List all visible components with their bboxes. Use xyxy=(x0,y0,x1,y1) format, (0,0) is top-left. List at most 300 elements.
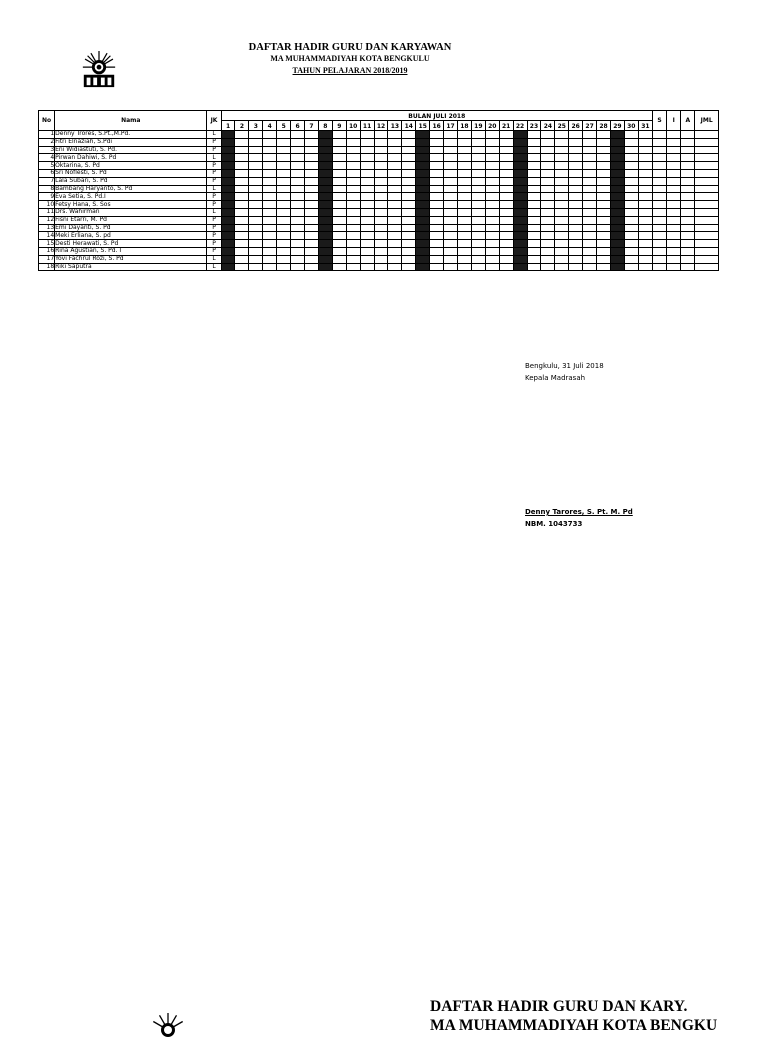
day-cell xyxy=(444,162,458,170)
day-cell xyxy=(346,185,360,193)
day-cell xyxy=(346,193,360,201)
day-cell xyxy=(444,193,458,201)
absent-cell xyxy=(681,185,695,193)
day-cell xyxy=(527,201,541,209)
day-cell xyxy=(263,201,277,209)
day-cell xyxy=(555,263,569,271)
day-cell-shaded xyxy=(221,169,235,177)
day-cell xyxy=(597,169,611,177)
day-cell xyxy=(444,224,458,232)
day-cell xyxy=(305,131,319,139)
day-cell xyxy=(430,240,444,248)
day-cell-shaded xyxy=(416,185,430,193)
day-cell xyxy=(360,138,374,146)
day-cell-shaded xyxy=(318,232,332,240)
table-row xyxy=(39,193,719,201)
day-cell xyxy=(235,193,249,201)
sick-cell xyxy=(653,146,667,154)
day-cell xyxy=(569,247,583,255)
day-cell xyxy=(263,216,277,224)
day-cell xyxy=(235,169,249,177)
day-cell xyxy=(277,154,291,162)
day-cell-shaded xyxy=(318,185,332,193)
row-gender: L xyxy=(207,154,221,162)
day-header-cell: 20 xyxy=(485,121,499,131)
day-cell xyxy=(541,201,555,209)
row-number: 10 xyxy=(39,201,55,209)
day-header-cell: 22 xyxy=(513,121,527,131)
day-cell xyxy=(430,216,444,224)
row-gender: P xyxy=(207,169,221,177)
header-s: S xyxy=(653,111,667,131)
day-cell xyxy=(305,247,319,255)
day-cell xyxy=(346,255,360,263)
day-cell xyxy=(430,185,444,193)
day-cell-shaded xyxy=(513,224,527,232)
day-cell xyxy=(569,154,583,162)
header-jml: JML xyxy=(695,111,719,131)
day-cell xyxy=(471,255,485,263)
day-cell-shaded xyxy=(318,131,332,139)
day-cell xyxy=(527,131,541,139)
day-cell xyxy=(291,146,305,154)
day-cell xyxy=(249,247,263,255)
row-number: 9 xyxy=(39,193,55,201)
day-cell xyxy=(249,146,263,154)
day-header-cell: 10 xyxy=(346,121,360,131)
day-cell-shaded xyxy=(318,146,332,154)
day-cell xyxy=(305,224,319,232)
attendance-table xyxy=(38,110,719,271)
day-cell xyxy=(346,138,360,146)
day-cell xyxy=(444,146,458,154)
row-gender: P xyxy=(207,177,221,185)
day-cell xyxy=(305,185,319,193)
total-cell xyxy=(695,201,719,209)
day-cell xyxy=(374,162,388,170)
row-name: Pirwan Dahiwi, S. Pd xyxy=(55,154,207,162)
day-cell xyxy=(457,146,471,154)
day-cell xyxy=(527,169,541,177)
day-cell xyxy=(583,247,597,255)
row-gender: P xyxy=(207,240,221,248)
day-cell xyxy=(235,216,249,224)
day-cell-shaded xyxy=(318,224,332,232)
day-cell-shaded xyxy=(221,255,235,263)
absent-cell xyxy=(681,216,695,224)
row-name: Eni Widiastuti, S. Pd. xyxy=(55,146,207,154)
day-cell xyxy=(374,185,388,193)
day-cell xyxy=(291,263,305,271)
day-cell xyxy=(457,240,471,248)
day-cell xyxy=(527,240,541,248)
day-cell xyxy=(360,177,374,185)
day-cell xyxy=(291,169,305,177)
day-cell-shaded xyxy=(513,185,527,193)
day-cell xyxy=(430,193,444,201)
day-cell xyxy=(541,263,555,271)
day-cell xyxy=(402,138,416,146)
row-name: Sri Noflesti, S. Pd xyxy=(55,169,207,177)
day-cell xyxy=(638,255,652,263)
day-cell xyxy=(360,169,374,177)
day-cell xyxy=(291,216,305,224)
day-cell xyxy=(457,201,471,209)
row-number: 2 xyxy=(39,138,55,146)
day-cell xyxy=(346,240,360,248)
day-cell xyxy=(263,146,277,154)
permit-cell xyxy=(667,255,681,263)
day-cell xyxy=(374,169,388,177)
day-cell xyxy=(499,201,513,209)
day-cell xyxy=(597,247,611,255)
day-cell xyxy=(388,240,402,248)
day-header-cell: 26 xyxy=(569,121,583,131)
day-cell xyxy=(569,224,583,232)
day-cell xyxy=(249,162,263,170)
day-cell xyxy=(235,185,249,193)
day-cell xyxy=(305,255,319,263)
day-cell-shaded xyxy=(318,177,332,185)
day-cell xyxy=(263,224,277,232)
day-header-cell: 15 xyxy=(416,121,430,131)
day-cell xyxy=(569,232,583,240)
day-cell xyxy=(597,263,611,271)
day-cell xyxy=(583,169,597,177)
day-cell xyxy=(597,146,611,154)
day-cell-shaded xyxy=(318,154,332,162)
day-cell xyxy=(277,201,291,209)
day-cell xyxy=(291,162,305,170)
table-row xyxy=(39,146,719,154)
day-cell xyxy=(402,255,416,263)
day-cell-shaded xyxy=(318,216,332,224)
day-cell xyxy=(444,247,458,255)
day-cell xyxy=(360,224,374,232)
sick-cell xyxy=(653,224,667,232)
day-cell xyxy=(360,255,374,263)
day-cell xyxy=(444,208,458,216)
sick-cell xyxy=(653,240,667,248)
row-name: Fitri Elnaziah, S.Pdi xyxy=(55,138,207,146)
day-cell xyxy=(485,162,499,170)
sick-cell xyxy=(653,162,667,170)
day-cell xyxy=(305,138,319,146)
absent-cell xyxy=(681,201,695,209)
day-cell xyxy=(235,208,249,216)
day-cell xyxy=(402,169,416,177)
day-cell xyxy=(624,240,638,248)
day-cell xyxy=(485,154,499,162)
day-header-cell: 17 xyxy=(444,121,458,131)
day-cell xyxy=(624,247,638,255)
day-cell xyxy=(305,263,319,271)
total-cell xyxy=(695,154,719,162)
row-number: 15 xyxy=(39,240,55,248)
row-name: Fetsy Hana, S. Sos xyxy=(55,201,207,209)
table-row xyxy=(39,169,719,177)
day-cell-shaded xyxy=(513,208,527,216)
day-cell xyxy=(485,185,499,193)
row-number: 12 xyxy=(39,216,55,224)
day-cell xyxy=(624,232,638,240)
row-gender: P xyxy=(207,232,221,240)
day-cell xyxy=(263,177,277,185)
day-cell xyxy=(624,201,638,209)
day-cell-shaded xyxy=(416,146,430,154)
day-cell xyxy=(249,138,263,146)
day-cell xyxy=(471,131,485,139)
academic-year: TAHUN PELAJARAN 2018/2019 xyxy=(292,66,408,75)
permit-cell xyxy=(667,263,681,271)
day-cell-shaded xyxy=(416,177,430,185)
day-cell xyxy=(360,131,374,139)
day-cell xyxy=(374,255,388,263)
day-cell-shaded xyxy=(610,177,624,185)
signature-position: Kepala Madrasah xyxy=(525,374,586,382)
day-cell xyxy=(638,131,652,139)
sick-cell xyxy=(653,232,667,240)
day-cell xyxy=(346,146,360,154)
day-cell xyxy=(360,162,374,170)
day-cell-shaded xyxy=(513,169,527,177)
day-cell xyxy=(499,146,513,154)
day-cell xyxy=(360,247,374,255)
day-cell xyxy=(388,208,402,216)
day-cell xyxy=(555,154,569,162)
day-cell xyxy=(541,247,555,255)
day-cell xyxy=(430,131,444,139)
day-cell-shaded xyxy=(610,185,624,193)
day-header-cell: 30 xyxy=(624,121,638,131)
day-cell xyxy=(402,216,416,224)
day-cell xyxy=(249,216,263,224)
day-cell xyxy=(471,193,485,201)
day-cell xyxy=(638,138,652,146)
sick-cell xyxy=(653,247,667,255)
day-cell xyxy=(541,255,555,263)
day-cell xyxy=(402,162,416,170)
day-cell xyxy=(457,154,471,162)
day-cell-shaded xyxy=(221,201,235,209)
day-cell xyxy=(235,263,249,271)
day-cell-shaded xyxy=(513,240,527,248)
day-cell xyxy=(569,177,583,185)
day-cell xyxy=(583,162,597,170)
table-row xyxy=(39,232,719,240)
day-cell xyxy=(638,240,652,248)
day-cell xyxy=(471,169,485,177)
day-cell xyxy=(471,208,485,216)
day-cell xyxy=(638,193,652,201)
day-cell xyxy=(527,232,541,240)
day-cell xyxy=(249,232,263,240)
day-cell xyxy=(457,131,471,139)
day-cell xyxy=(569,240,583,248)
day-cell xyxy=(291,154,305,162)
day-cell xyxy=(638,177,652,185)
day-cell xyxy=(305,177,319,185)
day-cell xyxy=(360,208,374,216)
day-cell-shaded xyxy=(610,154,624,162)
day-cell-shaded xyxy=(513,138,527,146)
day-cell-shaded xyxy=(513,201,527,209)
day-cell xyxy=(332,240,346,248)
day-cell xyxy=(597,224,611,232)
permit-cell xyxy=(667,224,681,232)
day-cell-shaded xyxy=(610,146,624,154)
permit-cell xyxy=(667,240,681,248)
day-cell xyxy=(346,224,360,232)
day-cell xyxy=(291,247,305,255)
day-cell xyxy=(360,201,374,209)
day-cell xyxy=(332,224,346,232)
day-cell xyxy=(235,162,249,170)
day-cell-shaded xyxy=(416,240,430,248)
day-cell xyxy=(485,232,499,240)
day-cell xyxy=(402,240,416,248)
day-cell xyxy=(541,224,555,232)
row-number: 3 xyxy=(39,146,55,154)
total-cell xyxy=(695,169,719,177)
day-cell-shaded xyxy=(318,255,332,263)
day-cell xyxy=(583,240,597,248)
day-cell xyxy=(624,131,638,139)
day-cell-shaded xyxy=(610,138,624,146)
row-name: Oktarina, S. Pd xyxy=(55,162,207,170)
day-cell xyxy=(263,247,277,255)
row-name: Denny Trores, S.Pt.,M.Pd. xyxy=(55,131,207,139)
next-page-title: DAFTAR HADIR GURU DAN KARY. xyxy=(430,998,688,1015)
day-cell xyxy=(583,177,597,185)
day-cell xyxy=(332,154,346,162)
day-cell xyxy=(638,154,652,162)
permit-cell xyxy=(667,177,681,185)
table-row xyxy=(39,263,719,271)
day-cell xyxy=(527,193,541,201)
day-cell xyxy=(430,232,444,240)
table-row xyxy=(39,247,719,255)
day-cell xyxy=(235,201,249,209)
table-row xyxy=(39,201,719,209)
day-cell xyxy=(263,169,277,177)
day-cell xyxy=(541,177,555,185)
day-cell xyxy=(305,216,319,224)
day-cell xyxy=(374,201,388,209)
sick-cell xyxy=(653,138,667,146)
day-cell xyxy=(527,146,541,154)
day-cell xyxy=(569,169,583,177)
day-cell xyxy=(485,193,499,201)
day-cell xyxy=(346,232,360,240)
day-cell xyxy=(360,154,374,162)
day-cell xyxy=(541,154,555,162)
day-cell xyxy=(332,216,346,224)
day-cell xyxy=(638,201,652,209)
day-cell xyxy=(402,208,416,216)
day-cell xyxy=(263,131,277,139)
day-cell xyxy=(583,193,597,201)
day-cell xyxy=(263,185,277,193)
day-header-cell: 31 xyxy=(638,121,652,131)
day-cell xyxy=(430,146,444,154)
day-cell xyxy=(291,185,305,193)
day-cell xyxy=(485,177,499,185)
day-cell xyxy=(457,255,471,263)
day-cell xyxy=(374,263,388,271)
day-cell xyxy=(332,247,346,255)
day-header-cell: 11 xyxy=(360,121,374,131)
day-cell xyxy=(235,240,249,248)
day-cell-shaded xyxy=(416,232,430,240)
day-cell xyxy=(291,201,305,209)
day-cell xyxy=(597,208,611,216)
day-cell xyxy=(360,232,374,240)
absent-cell xyxy=(681,224,695,232)
total-cell xyxy=(695,247,719,255)
day-cell xyxy=(597,162,611,170)
signature-nbm: NBM. 1043733 xyxy=(525,520,583,528)
day-cell xyxy=(374,240,388,248)
day-cell xyxy=(555,146,569,154)
day-cell xyxy=(444,169,458,177)
day-cell xyxy=(624,138,638,146)
day-cell-shaded xyxy=(416,201,430,209)
day-cell xyxy=(583,255,597,263)
row-gender: P xyxy=(207,193,221,201)
day-cell xyxy=(346,263,360,271)
day-cell xyxy=(263,154,277,162)
day-cell xyxy=(430,247,444,255)
day-cell xyxy=(291,255,305,263)
total-cell xyxy=(695,193,719,201)
day-cell xyxy=(402,146,416,154)
sick-cell xyxy=(653,131,667,139)
sick-cell xyxy=(653,193,667,201)
day-cell xyxy=(541,162,555,170)
document-title: DAFTAR HADIR GURU DAN KARYAWAN xyxy=(248,42,452,53)
day-cell xyxy=(569,193,583,201)
absent-cell xyxy=(681,208,695,216)
day-cell xyxy=(332,232,346,240)
absent-cell xyxy=(681,146,695,154)
day-cell xyxy=(374,131,388,139)
day-cell xyxy=(388,154,402,162)
table-row xyxy=(39,255,719,263)
table-row xyxy=(39,138,719,146)
day-cell-shaded xyxy=(513,131,527,139)
day-cell xyxy=(471,201,485,209)
day-cell-shaded xyxy=(610,208,624,216)
day-cell xyxy=(332,131,346,139)
total-cell xyxy=(695,162,719,170)
day-cell xyxy=(624,177,638,185)
day-cell xyxy=(597,177,611,185)
day-cell xyxy=(457,185,471,193)
day-cell-shaded xyxy=(513,232,527,240)
day-cell xyxy=(624,146,638,154)
day-cell xyxy=(583,208,597,216)
day-cell xyxy=(346,216,360,224)
day-cell xyxy=(249,255,263,263)
row-number: 11 xyxy=(39,208,55,216)
day-cell xyxy=(430,255,444,263)
day-cell xyxy=(388,255,402,263)
day-cell xyxy=(457,193,471,201)
row-name: Bambang Haryanto, S. Pd xyxy=(55,185,207,193)
table-row xyxy=(39,240,719,248)
day-cell xyxy=(457,162,471,170)
